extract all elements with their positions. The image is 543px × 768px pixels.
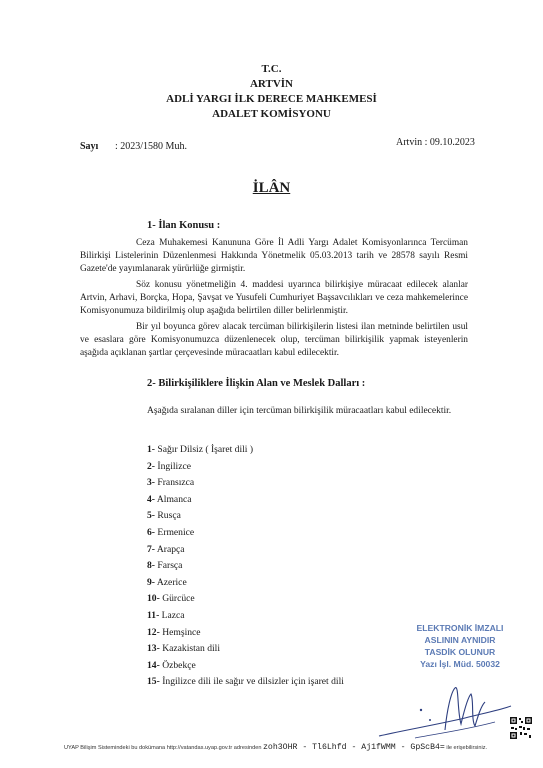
list-item: 15- İngilizce dili ile sağır ve dilsizler için işaret dili	[147, 676, 344, 687]
footer-prefix: UYAP Bilişim Sistemindeki bu dokümana http://vatandas.uyap.gov.tr adresinden	[64, 745, 262, 751]
document-date: Artvin : 09.10.2023	[396, 137, 475, 148]
header-court: ADLİ YARGI İLK DERECE MAHKEMESİ	[166, 93, 377, 105]
list-item: 9- Azerice	[147, 577, 187, 588]
list-item: 11- Lazca	[147, 610, 185, 621]
list-item: 1- Sağır Dilsiz ( İşaret dili )	[147, 444, 254, 455]
list-item: 3- Fransızca	[147, 477, 195, 488]
section1-paragraph-2: Söz konusu yönetmeliğin 4. maddesi uyarınca bilirkişiye müracaat edilecek alanlar Artvin, Arhavi, Borçka, Hopa, Şavşat ve Yusufeli Cumhuriyet Başsavcılıkları ve ceza mahkemelerince Komisyonumuza bildirilmiş olup aşağıda belirtilen diller belirlenmiştir.	[80, 280, 468, 317]
document-title: İLÂN	[252, 180, 291, 196]
signature-image	[375, 680, 515, 742]
verification-code: zoh3OHR - Tl6Lhfd - Aj1fWMM - GpScB4=	[263, 743, 445, 752]
header-commission: ADALET KOMİSYONU	[212, 108, 331, 120]
qr-code-image	[509, 716, 533, 740]
list-item: 4- Almanca	[147, 494, 192, 505]
list-item: 2- İngilizce	[147, 461, 191, 472]
header-tc: T.C.	[261, 63, 282, 75]
sayi-value: : 2023/1580 Muh.	[115, 141, 187, 152]
section2-heading: 2- Bilirkişiliklere İlişkin Alan ve Meslek Dalları :	[147, 378, 366, 389]
list-item: 12- Hemşince	[147, 627, 201, 638]
section2-intro: Aşağıda sıralanan diller için tercüman bilirkişilik müracaatları kabul edilecektir.	[147, 406, 452, 416]
electronic-signature-stamp	[400, 622, 520, 670]
list-item: 5- Rusça	[147, 510, 181, 521]
footer-verification	[64, 743, 487, 752]
stamp-line: TASDİK OLUNUR	[424, 647, 496, 657]
footer-suffix: ile erişebilirsiniz.	[446, 745, 488, 751]
list-item: 7- Arapça	[147, 544, 185, 555]
list-item: 10- Gürcüce	[147, 593, 195, 604]
section1-paragraph-1: Ceza Muhakemesi Kanununa Göre İl Adli Yargı Adalet Komisyonlarınca Tercüman Bilirkişi Listelerinin Düzenlenmesi Hakkında Yönetmelik 05.03.2013 tarih ve 28578 sayılı Resmi Gazete'de yayımlanarak yürürlüğe girmiştir.	[80, 238, 468, 275]
stamp-line: ELEKTRONİK İMZALI	[416, 623, 504, 633]
list-item: 8- Farsça	[147, 560, 183, 571]
section1-heading: 1- İlan Konusu :	[147, 220, 221, 231]
list-item: 13- Kazakistan dili	[147, 643, 221, 654]
list-item: 14- Özbekçe	[147, 660, 196, 671]
list-item: 6- Ermenice	[147, 527, 195, 538]
sayi-label: Sayı	[80, 141, 99, 152]
stamp-line: ASLININ AYNIDIR	[424, 635, 496, 645]
header-city: ARTVİN	[249, 78, 293, 90]
section1-paragraph-3: Bir yıl boyunca görev alacak tercüman bilirkişilerin listesi ilan metninde belirtilen usul ve esaslara göre Komisyonumuzca düzenlenecek olup, tercüman bilirkişilik yapmak isteyenlerin aşağıda açıklanan şartlar çerçevesinde müracaatları kabul edilecektir.	[80, 322, 468, 359]
stamp-line: Yazı İşl. Müd. 50032	[420, 659, 500, 669]
